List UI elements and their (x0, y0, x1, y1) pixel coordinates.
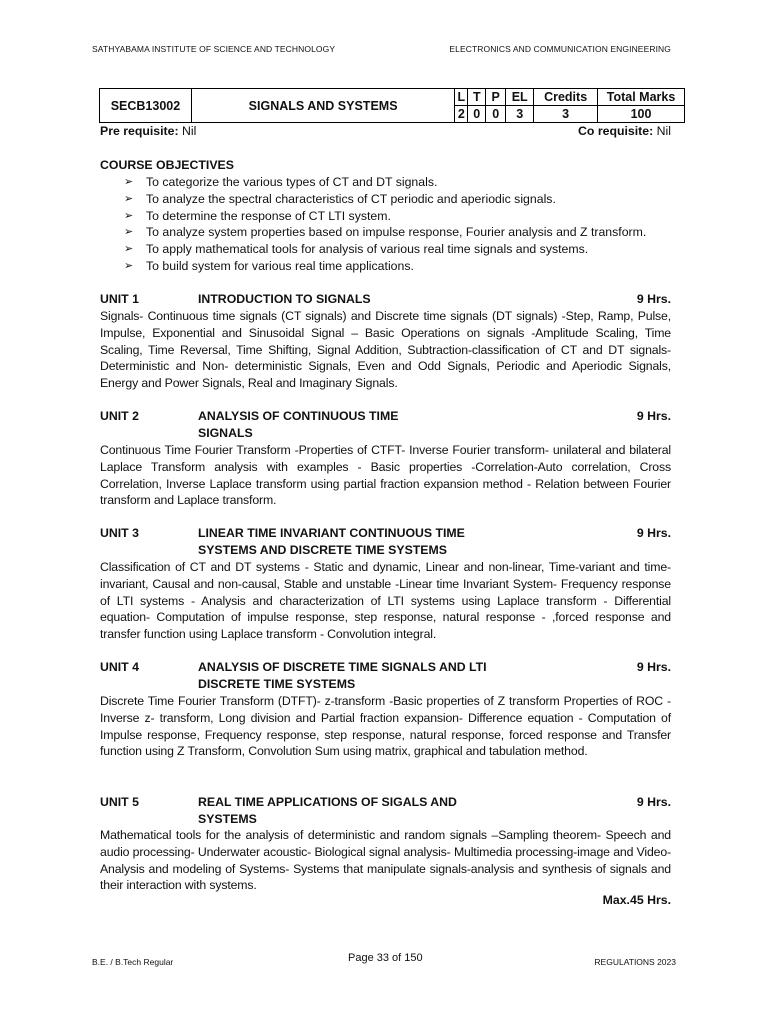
unit-hours: 9 Hrs. (636, 409, 671, 423)
max-hours: Max.45 Hrs. (602, 893, 671, 907)
unit-title: ANALYSIS OF CONTINUOUS TIME SIGNALS (198, 409, 399, 440)
unit-title: ANALYSIS OF DISCRETE TIME SIGNALS AND LTI DISCRETE TIME SYSTEMS (198, 660, 487, 691)
unit-hours: 9 Hrs. (636, 660, 671, 674)
unit-number: UNIT 1 (100, 292, 139, 306)
arrow-bullet-icon: ➢ (124, 192, 134, 205)
value-credits: 3 (534, 106, 598, 123)
value-el: 3 (506, 106, 534, 123)
unit-title: INTRODUCTION TO SIGNALS (198, 292, 371, 306)
unit-3-body: Classification of CT and DT systems - Static and dynamic, Linear and non-linear, Time-variant and time- invariant, Causal and non-causal, Stable and unstable -Linear time Invariant System- Frequency response of LTI systems - Analysis and characterization of LTI systems using Laplace transform - Differential equation- Computation of impulse response, step response, natural response - ,forced response and transfer function using Laplace transform - Convolution integral. (100, 560, 671, 642)
unit-number: UNIT 3 (100, 526, 139, 540)
value-l: 2 (455, 106, 468, 123)
unit-1-body: Signals- Continuous time signals (CT signals) and Discrete time signals (DT signals) -Step, Ramp, Pulse, Impulse, Exponential and Sinusoidal Signal – Basic Operations on signals -Amplitude Scaling, Time Scaling, Time Reversal, Time Shifting, Signal Addition, Subtraction-classification of CT and DT signals-Deterministic and Non- deterministic Signals, Even and Odd Signals, Periodic and Aperiodic Signals, Energy and Power Signals, Real and Imaginary Signals. (100, 309, 671, 391)
value-p: 0 (486, 106, 506, 123)
list-item: ➢ To categorize the various types of CT and DT signals. (124, 175, 438, 189)
unit-hours: 9 Hrs. (636, 292, 671, 306)
arrow-bullet-icon: ➢ (124, 176, 134, 188)
unit-number: UNIT 2 (100, 409, 139, 423)
course-title: SIGNALS AND SYSTEMS (191, 89, 454, 123)
header-t: T (468, 89, 486, 106)
unit-title: LINEAR TIME INVARIANT CONTINUOUS TIME SYSTEMS AND DISCRETE TIME SYSTEMS (198, 526, 465, 557)
header-department: ELECTRONICS AND COMMUNICATION ENGINEERING (449, 44, 671, 54)
arrow-bullet-icon: ➢ (124, 259, 134, 272)
course-code: SECB13002 (100, 89, 192, 123)
footer-regulations: REGULATIONS 2023 (594, 957, 676, 967)
value-t: 0 (468, 106, 486, 123)
header-p: P (486, 89, 506, 106)
header-l: L (455, 89, 468, 106)
arrow-bullet-icon: ➢ (124, 226, 134, 239)
header-credits: Credits (534, 89, 598, 106)
unit-hours: 9 Hrs. (636, 795, 671, 809)
prerequisite: Pre requisite: Nil (100, 124, 197, 138)
footer-program: B.E. / B.Tech Regular (92, 957, 174, 967)
arrow-bullet-icon: ➢ (124, 243, 134, 256)
list-item: ➢ To build system for various real time applications. (124, 258, 414, 273)
header-institute: SATHYABAMA INSTITUTE OF SCIENCE AND TECHNOLOGY (92, 44, 336, 54)
unit-title: REAL TIME APPLICATIONS OF SIGALS AND SYSTEMS (198, 795, 457, 826)
list-item: ➢ To determine the response of CT LTI system. (124, 208, 391, 223)
list-item: ➢ To apply mathematical tools for analysis of various real time signals and systems. (124, 242, 589, 257)
unit-2-body: Continuous Time Fourier Transform -Properties of CTFT- Inverse Fourier transform- unilateral and bilateral Laplace Transform analysis with examples - Basic properties -Correlation-Auto correlation, Cross Correlation, Inverse Laplace transform using partial fraction expansion method - Relation between Fourier transform and Laplace transform. (100, 443, 671, 508)
unit-4-body: Discrete Time Fourier Transform (DTFT)- z-transform -Basic properties of Z transform Properties of ROC - Inverse z- transform, Long division and Partial fraction expansion- Difference equation - Computation of Impulse response, Frequency response, step response, natural response, forced response and Transfer function using Z Transform, Convolution Sum using matrix, graphical and tabulation method. (100, 694, 671, 759)
corequisite: Co requisite: Nil (578, 124, 671, 138)
arrow-bullet-icon: ➢ (124, 209, 134, 222)
header-total-marks: Total Marks (598, 89, 685, 106)
list-item: ➢ To analyze system properties based on impulse response, Fourier analysis and Z transform. (124, 225, 647, 240)
page-number: Page 33 of 150 (348, 952, 423, 964)
unit-number: UNIT 5 (100, 795, 139, 809)
requisites-row (100, 124, 671, 138)
list-item: ➢ To analyze the spectral characteristics of CT periodic and aperiodic signals. (124, 191, 556, 206)
objectives-title: COURSE OBJECTIVES (100, 158, 234, 172)
value-total-marks: 100 (598, 106, 685, 123)
header-el: EL (506, 89, 534, 106)
unit-number: UNIT 4 (100, 660, 139, 674)
unit-hours: 9 Hrs. (636, 526, 671, 540)
objectives-list (124, 174, 646, 275)
course-table (99, 88, 685, 123)
unit-5-body: Mathematical tools for the analysis of deterministic and random signals –Sampling theorem- Speech and audio processing- Underwater acoustic- Biological signal analysis- Multimedia processing-image and Video-Analysis and modeling of Systems- Systems that manipulate signals-analysis and synthesis of signals and their interaction with systems. (100, 828, 671, 893)
